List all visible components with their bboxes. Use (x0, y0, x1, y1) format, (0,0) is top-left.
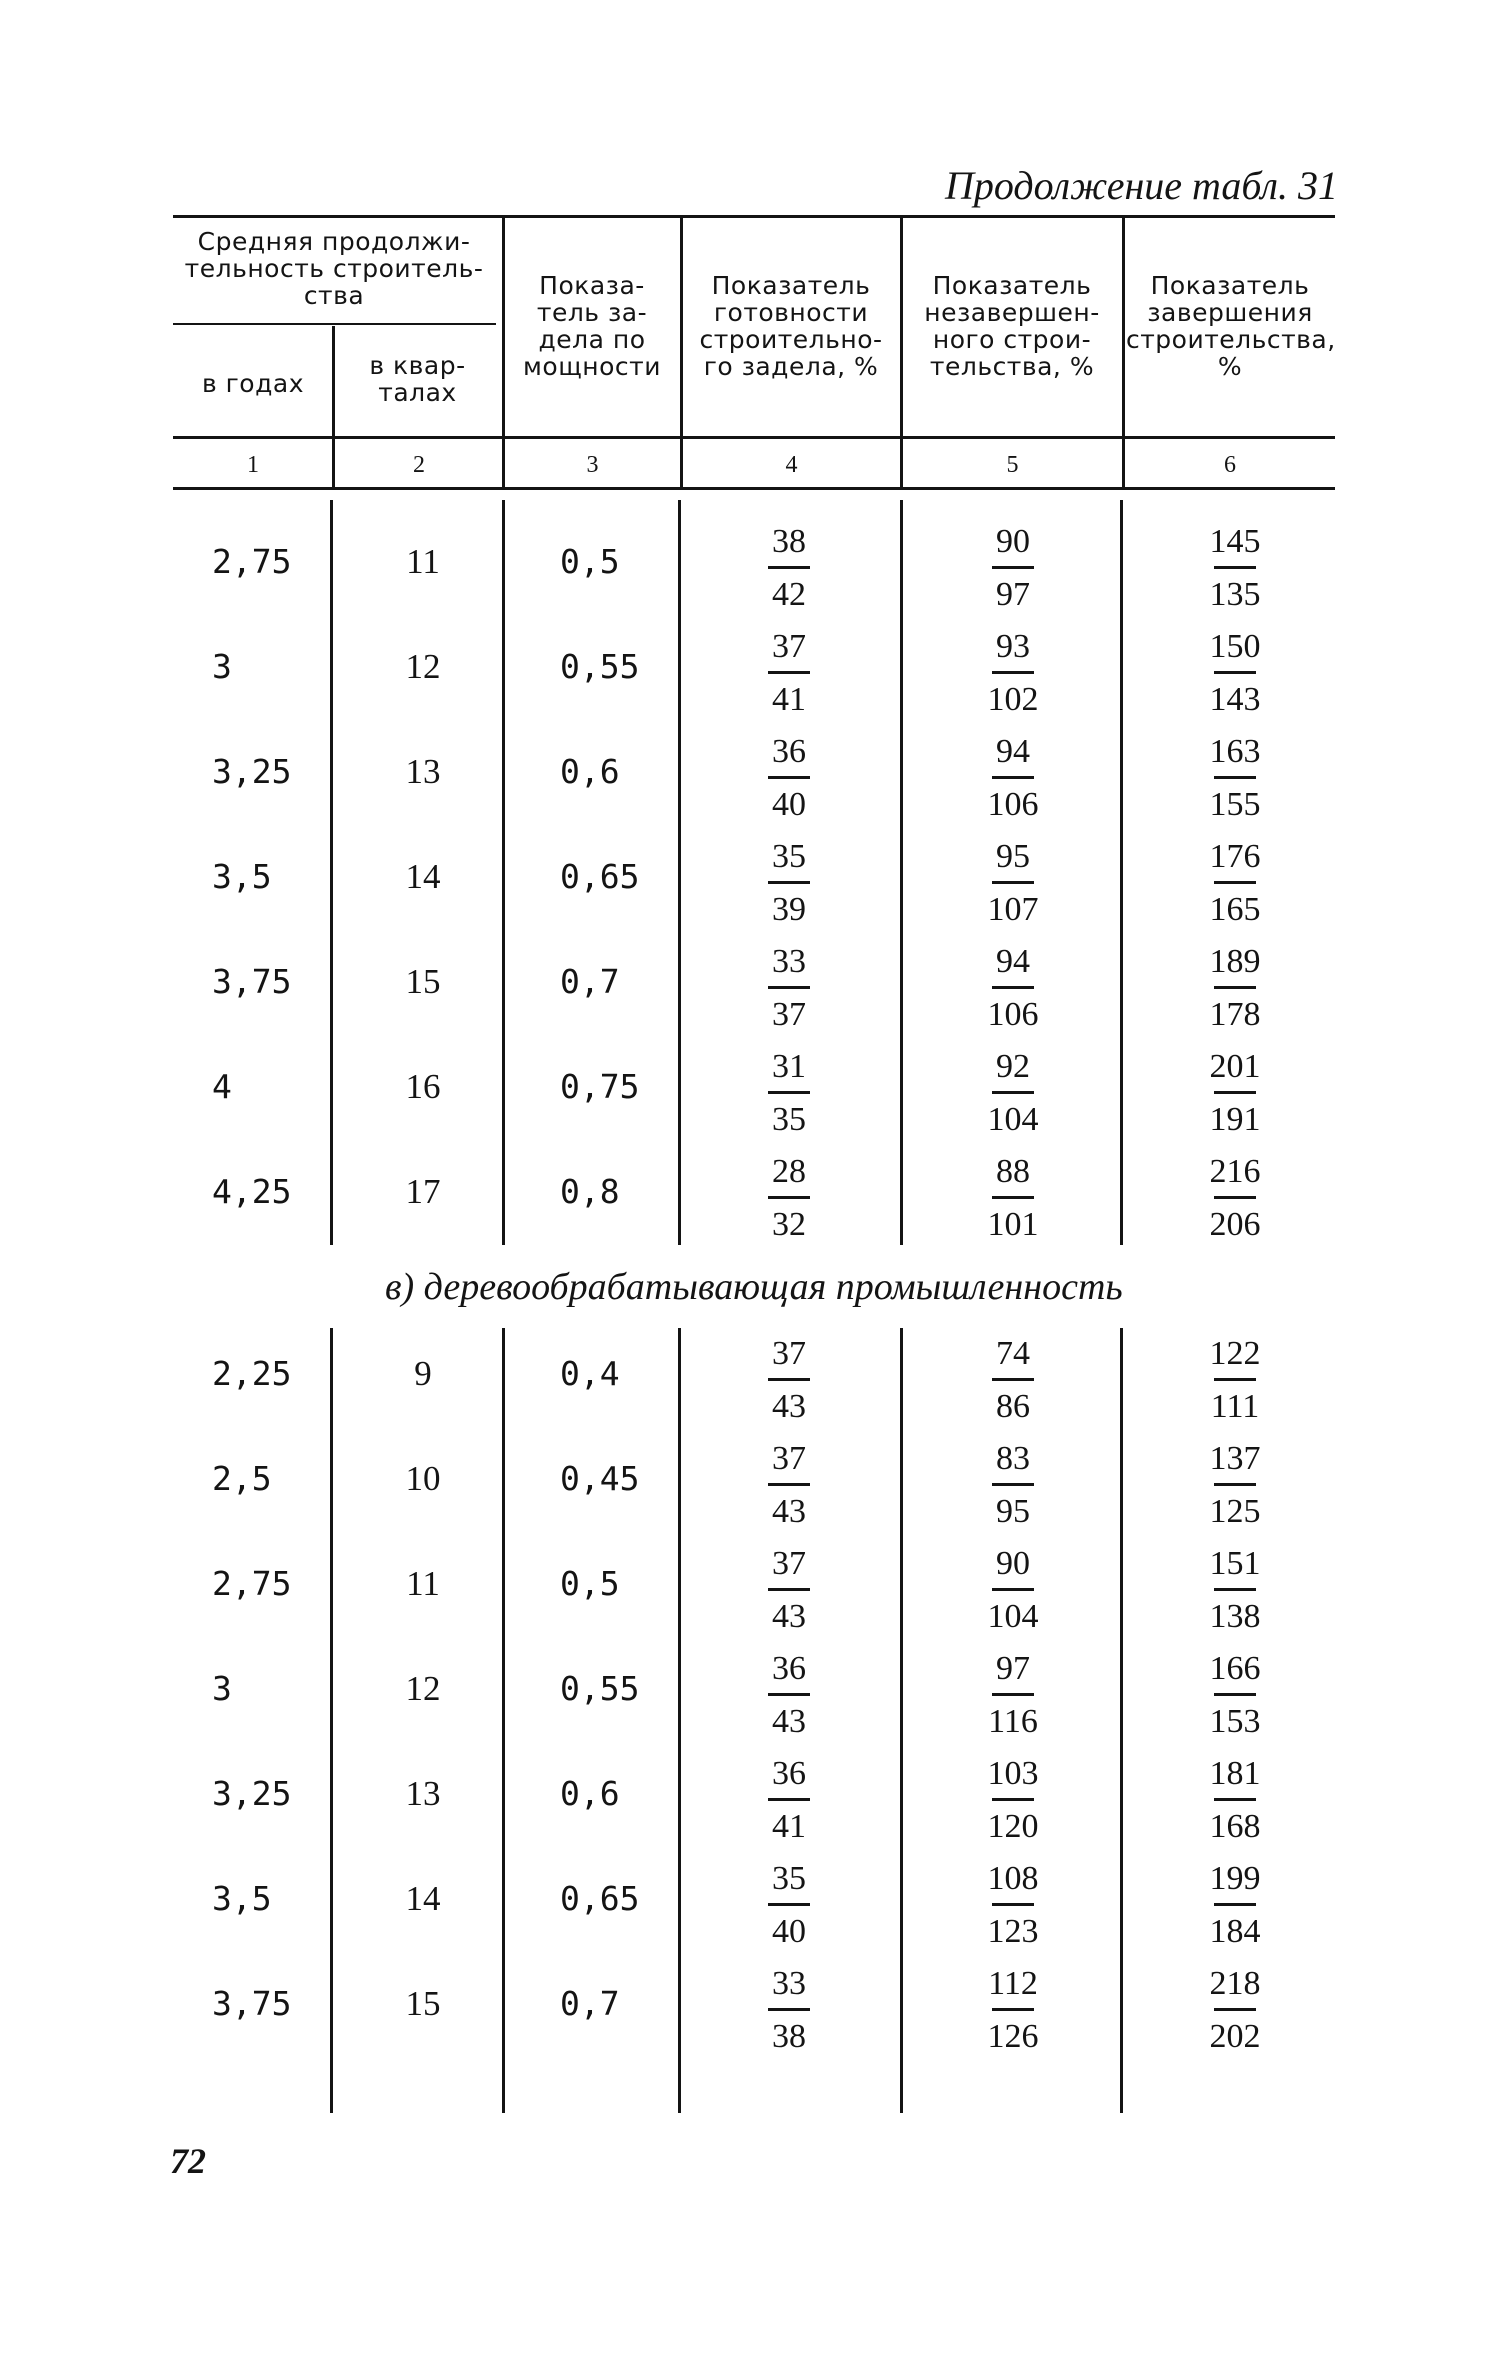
fraction-cell-c5 (978, 837, 1048, 930)
fraction-bar (992, 1588, 1034, 1591)
fraction-bar (768, 1588, 810, 1591)
fraction-denominator: 104 (987, 1598, 1039, 1635)
fraction-numerator: 151 (1209, 1545, 1261, 1582)
quarters-cell: 10 (405, 1459, 441, 1498)
fraction-bar (768, 1196, 810, 1199)
fraction-numerator: 90 (996, 1545, 1030, 1582)
years-cell: 3 (212, 647, 232, 686)
fraction-bar (992, 1091, 1034, 1094)
fraction-cell-c6 (1200, 942, 1270, 1035)
ratio-cell: 0,7 (560, 962, 620, 1001)
fraction-bar (1214, 1693, 1256, 1696)
fraction-denominator: 106 (987, 786, 1039, 823)
fraction-bar (1214, 566, 1256, 569)
fraction-bar (768, 1378, 810, 1381)
ratio-cell: 0,6 (560, 1774, 620, 1813)
fraction-cell-c4 (754, 1334, 824, 1427)
fraction-cell-c6 (1200, 1859, 1270, 1952)
fraction-cell-c6 (1200, 1334, 1270, 1427)
table-row (0, 1647, 1499, 1752)
header-col4: Показатель готовности строительно-го задела, % (699, 271, 883, 381)
fraction-numerator: 163 (1209, 733, 1261, 770)
fraction-numerator: 94 (996, 943, 1030, 980)
fraction-numerator: 94 (996, 733, 1030, 770)
fraction-cell-c6 (1200, 1152, 1270, 1245)
ratio-cell: 0,5 (560, 1564, 620, 1603)
quarters-cell: 12 (405, 647, 441, 686)
fraction-cell-c4 (754, 942, 824, 1035)
fraction-denominator: 101 (987, 1206, 1039, 1243)
years-cell: 3,75 (212, 1984, 292, 2023)
fraction-bar (1214, 2008, 1256, 2011)
fraction-numerator: 35 (772, 1860, 806, 1897)
table-row (0, 625, 1499, 730)
fraction-cell-c5 (978, 1649, 1048, 1742)
quarters-cell: 11 (406, 542, 440, 581)
ratio-cell: 0,4 (560, 1354, 620, 1393)
fraction-cell-c4 (754, 627, 824, 720)
fraction-denominator: 120 (987, 1808, 1039, 1845)
quarters-cell: 16 (405, 1067, 441, 1106)
fraction-bar (768, 986, 810, 989)
table-row (0, 1542, 1499, 1647)
fraction-cell-c4 (754, 1964, 824, 2057)
fraction-cell-c6 (1200, 1964, 1270, 2057)
fraction-denominator: 37 (772, 996, 806, 1033)
fraction-cell-c5 (978, 732, 1048, 825)
continuation-caption: Продолжение табл. 31 (944, 163, 1338, 208)
quarters-cell: 17 (405, 1172, 441, 1211)
quarters-cell: 9 (414, 1354, 432, 1393)
fraction-bar (768, 1693, 810, 1696)
fraction-bar (992, 2008, 1034, 2011)
fraction-bar (1214, 1196, 1256, 1199)
fraction-cell-c4 (754, 837, 824, 930)
column-number-divider (502, 439, 505, 487)
column-number: 6 (1224, 452, 1236, 478)
fraction-numerator: 37 (772, 1440, 806, 1477)
fraction-numerator: 97 (996, 1650, 1030, 1687)
header-col3: Показа-тель за-дела по мощности (523, 271, 661, 381)
fraction-cell-c4 (754, 732, 824, 825)
fraction-denominator: 126 (987, 2018, 1039, 2055)
fraction-numerator: 31 (772, 1048, 806, 1085)
fraction-cell-c5 (978, 1047, 1048, 1140)
fraction-numerator: 37 (772, 1545, 806, 1582)
fraction-numerator: 83 (996, 1440, 1030, 1477)
header-col6: Показатель завершения строительства, % (1126, 271, 1336, 381)
quarters-cell: 14 (405, 857, 441, 896)
fraction-numerator: 38 (772, 523, 806, 560)
column-numbers-rule (173, 487, 1335, 490)
fraction-bar (992, 881, 1034, 884)
fraction-cell-c5 (978, 1152, 1048, 1245)
header-years: в годах (201, 369, 304, 398)
fraction-bar (992, 776, 1034, 779)
fraction-bar (1214, 1798, 1256, 1801)
fraction-numerator: 90 (996, 523, 1030, 560)
ratio-cell: 0,75 (560, 1067, 640, 1106)
fraction-bar (768, 2008, 810, 2011)
fraction-cell-c4 (754, 1754, 824, 1847)
fraction-bar (992, 1196, 1034, 1199)
fraction-denominator: 41 (772, 681, 806, 718)
years-cell: 3,25 (212, 1774, 292, 1813)
fraction-cell-c6 (1200, 1439, 1270, 1532)
fraction-denominator: 191 (1209, 1101, 1261, 1138)
fraction-cell-c5 (978, 1964, 1048, 2057)
fraction-cell-c4 (754, 1439, 824, 1532)
fraction-denominator: 155 (1209, 786, 1261, 823)
table-row (0, 1150, 1499, 1255)
fraction-denominator: 41 (772, 1808, 806, 1845)
fraction-bar (992, 1693, 1034, 1696)
fraction-denominator: 40 (772, 1913, 806, 1950)
ratio-cell: 0,8 (560, 1172, 620, 1211)
fraction-cell-c6 (1200, 732, 1270, 825)
years-cell: 2,5 (212, 1459, 272, 1498)
fraction-bar (1214, 1483, 1256, 1486)
quarters-cell: 13 (405, 1774, 441, 1813)
table-row (0, 1962, 1499, 2067)
column-number-divider (680, 439, 683, 487)
years-cell: 2,25 (212, 1354, 292, 1393)
fraction-denominator: 43 (772, 1493, 806, 1530)
fraction-cell-c6 (1200, 1047, 1270, 1140)
table-row (0, 520, 1499, 625)
fraction-numerator: 122 (1209, 1335, 1261, 1372)
fraction-numerator: 166 (1209, 1650, 1261, 1687)
fraction-denominator: 102 (987, 681, 1039, 718)
fraction-bar (992, 1378, 1034, 1381)
fraction-bar (768, 1903, 810, 1906)
quarters-cell: 12 (405, 1669, 441, 1708)
fraction-bar (768, 1483, 810, 1486)
fraction-bar (992, 1903, 1034, 1906)
fraction-cell-c6 (1200, 1649, 1270, 1742)
fraction-cell-c4 (754, 1047, 824, 1140)
fraction-denominator: 184 (1209, 1913, 1261, 1950)
fraction-denominator: 153 (1209, 1703, 1261, 1740)
fraction-denominator: 107 (987, 891, 1039, 928)
ratio-cell: 0,65 (560, 1879, 640, 1918)
fraction-denominator: 32 (772, 1206, 806, 1243)
header-duration-group: Средняя продолжи-тельность строитель-ства (184, 227, 484, 310)
fraction-bar (768, 1091, 810, 1094)
fraction-cell-c6 (1200, 1544, 1270, 1637)
years-cell: 3,5 (212, 857, 272, 896)
quarters-cell: 15 (405, 1984, 441, 2023)
quarters-cell: 11 (406, 1564, 440, 1603)
fraction-denominator: 138 (1209, 1598, 1261, 1635)
fraction-bar (992, 1483, 1034, 1486)
fraction-bar (1214, 671, 1256, 674)
fraction-numerator: 74 (996, 1335, 1030, 1372)
ratio-cell: 0,55 (560, 647, 640, 686)
fraction-numerator: 176 (1209, 838, 1261, 875)
fraction-numerator: 145 (1209, 523, 1261, 560)
fraction-denominator: 86 (996, 1388, 1030, 1425)
table-top-rule (173, 215, 1335, 218)
fraction-denominator: 104 (987, 1101, 1039, 1138)
fraction-denominator: 106 (987, 996, 1039, 1033)
fraction-denominator: 125 (1209, 1493, 1261, 1530)
ratio-cell: 0,45 (560, 1459, 640, 1498)
column-number: 5 (1006, 452, 1019, 478)
fraction-bar (992, 986, 1034, 989)
fraction-numerator: 37 (772, 628, 806, 665)
fraction-cell-c4 (754, 1544, 824, 1637)
fraction-numerator: 33 (772, 1965, 806, 2002)
header-quarters: в квар-талах (369, 351, 466, 407)
fraction-numerator: 112 (988, 1965, 1038, 2002)
fraction-denominator: 95 (996, 1493, 1030, 1530)
fraction-bar (768, 671, 810, 674)
fraction-denominator: 40 (772, 786, 806, 823)
table-row (0, 1437, 1499, 1542)
fraction-bar (992, 566, 1034, 569)
table-row (0, 1045, 1499, 1150)
page-number: 72 (170, 2141, 206, 2181)
fraction-bar (768, 776, 810, 779)
fraction-numerator: 33 (772, 943, 806, 980)
fraction-bar (992, 671, 1034, 674)
duration-group-rule (173, 323, 496, 325)
fraction-cell-c6 (1200, 522, 1270, 615)
ratio-cell: 0,6 (560, 752, 620, 791)
fraction-bar (1214, 986, 1256, 989)
header-bottom-rule (173, 436, 1335, 439)
fraction-numerator: 36 (772, 1755, 806, 1792)
fraction-numerator: 199 (1209, 1860, 1261, 1897)
quarters-cell: 14 (405, 1879, 441, 1918)
fraction-cell-c4 (754, 1859, 824, 1952)
fraction-numerator: 103 (987, 1755, 1039, 1792)
fraction-denominator: 43 (772, 1598, 806, 1635)
fraction-bar (768, 1798, 810, 1801)
fraction-denominator: 39 (772, 891, 806, 928)
column-number-divider (900, 439, 903, 487)
fraction-denominator: 35 (772, 1101, 806, 1138)
fraction-bar (992, 1798, 1034, 1801)
column-number-divider (332, 439, 335, 487)
fraction-bar (768, 566, 810, 569)
fraction-numerator: 88 (996, 1153, 1030, 1190)
fraction-cell-c5 (978, 1544, 1048, 1637)
fraction-bar (1214, 1091, 1256, 1094)
fraction-denominator: 165 (1209, 891, 1261, 928)
fraction-cell-c5 (978, 1334, 1048, 1427)
table-row (0, 1752, 1499, 1857)
fraction-numerator: 201 (1209, 1048, 1261, 1085)
years-cell: 3,75 (212, 962, 292, 1001)
table-row (0, 940, 1499, 1045)
years-cell: 3,25 (212, 752, 292, 791)
column-number: 3 (586, 452, 599, 478)
fraction-numerator: 36 (772, 733, 806, 770)
header-col5: Показатель незавершен-ного строи-тельства, % (924, 271, 1100, 381)
fraction-numerator: 108 (987, 1860, 1039, 1897)
fraction-cell-c6 (1200, 837, 1270, 930)
fraction-bar (1214, 1588, 1256, 1591)
fraction-denominator: 168 (1209, 1808, 1261, 1845)
fraction-numerator: 36 (772, 1650, 806, 1687)
fraction-numerator: 181 (1209, 1755, 1261, 1792)
ratio-cell: 0,7 (560, 1984, 620, 2023)
fraction-numerator: 150 (1209, 628, 1261, 665)
quarters-cell: 13 (405, 752, 441, 791)
fraction-numerator: 28 (772, 1153, 806, 1190)
fraction-cell-c6 (1200, 1754, 1270, 1847)
ratio-cell: 0,55 (560, 1669, 640, 1708)
fraction-numerator: 35 (772, 838, 806, 875)
years-cell: 4 (212, 1067, 232, 1106)
fraction-numerator: 37 (772, 1335, 806, 1372)
fraction-denominator: 42 (772, 576, 806, 613)
fraction-cell-c5 (978, 1754, 1048, 1847)
column-number: 4 (785, 452, 798, 478)
fraction-denominator: 97 (996, 576, 1030, 613)
fraction-denominator: 135 (1209, 576, 1261, 613)
fraction-denominator: 178 (1209, 996, 1261, 1033)
years-cell: 3,5 (212, 1879, 272, 1918)
fraction-cell-c4 (754, 522, 824, 615)
years-cell: 3 (212, 1669, 232, 1708)
fraction-denominator: 116 (988, 1703, 1038, 1740)
table-row (0, 835, 1499, 940)
fraction-numerator: 189 (1209, 943, 1261, 980)
fraction-cell-c5 (978, 1439, 1048, 1532)
fraction-cell-c5 (978, 942, 1048, 1035)
fraction-numerator: 218 (1209, 1965, 1261, 2002)
fraction-cell-c4 (754, 1649, 824, 1742)
years-cell: 2,75 (212, 1564, 292, 1603)
fraction-numerator: 93 (996, 628, 1030, 665)
fraction-cell-c5 (978, 627, 1048, 720)
fraction-cell-c6 (1200, 627, 1270, 720)
fraction-cell-c5 (978, 1859, 1048, 1952)
fraction-denominator: 111 (1210, 1388, 1260, 1425)
column-number-divider (1122, 439, 1125, 487)
fraction-denominator: 43 (772, 1388, 806, 1425)
fraction-bar (1214, 1903, 1256, 1906)
fraction-numerator: 137 (1209, 1440, 1261, 1477)
column-number: 2 (413, 452, 425, 478)
fraction-bar (1214, 1378, 1256, 1381)
fraction-denominator: 123 (987, 1913, 1039, 1950)
fraction-denominator: 206 (1209, 1206, 1261, 1243)
fraction-cell-c5 (978, 522, 1048, 615)
fraction-bar (1214, 776, 1256, 779)
section-title: в) деревообрабатывающая промышленность (385, 1266, 1123, 1308)
table-row (0, 1857, 1499, 1962)
table-row (0, 1332, 1499, 1437)
fraction-denominator: 38 (772, 2018, 806, 2055)
fraction-cell-c4 (754, 1152, 824, 1245)
column-number: 1 (247, 452, 259, 478)
fraction-denominator: 143 (1209, 681, 1261, 718)
quarters-cell: 15 (405, 962, 441, 1001)
fraction-numerator: 216 (1209, 1153, 1261, 1190)
fraction-denominator: 202 (1209, 2018, 1261, 2055)
fraction-bar (1214, 881, 1256, 884)
table-row (0, 730, 1499, 835)
fraction-numerator: 92 (996, 1048, 1030, 1085)
ratio-cell: 0,5 (560, 542, 620, 581)
fraction-numerator: 95 (996, 838, 1030, 875)
fraction-bar (768, 881, 810, 884)
years-cell: 2,75 (212, 542, 292, 581)
years-cell: 4,25 (212, 1172, 292, 1211)
fraction-denominator: 43 (772, 1703, 806, 1740)
ratio-cell: 0,65 (560, 857, 640, 896)
